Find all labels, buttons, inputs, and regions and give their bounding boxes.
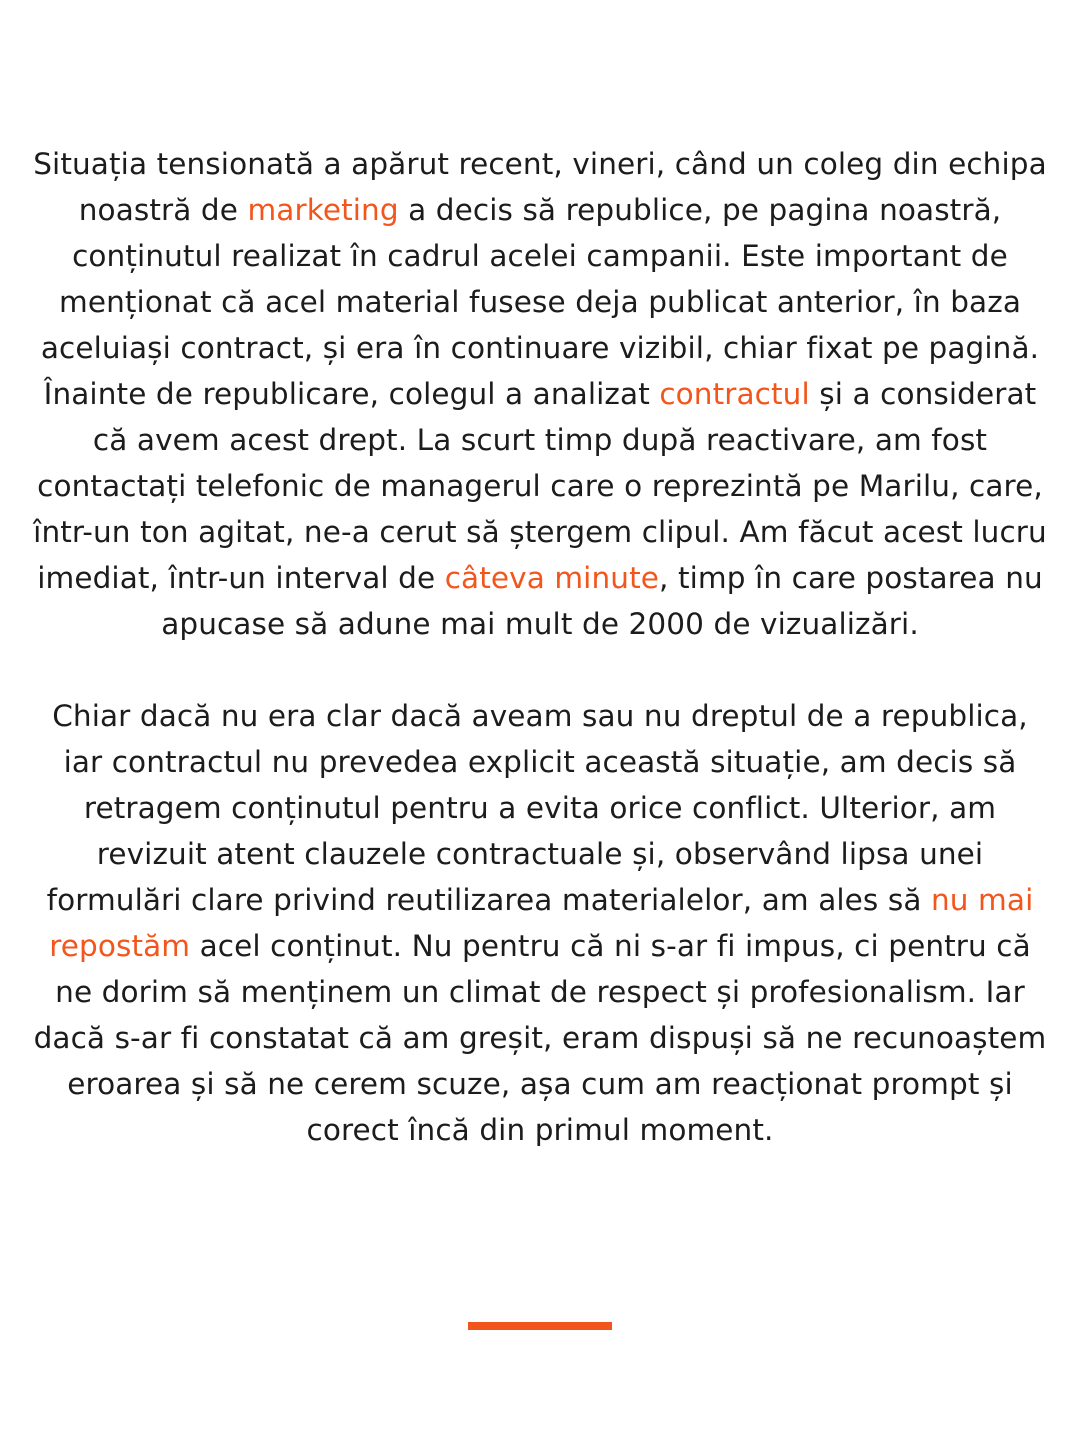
paragraph-resolution: [30, 693, 1050, 1153]
highlight-marketing: marketing: [247, 193, 399, 227]
paragraph-1-text-1: Situația tensionată a apărut recent, vineri, când un coleg din echipa noastră de: [33, 147, 1047, 227]
accent-divider: [468, 1322, 612, 1330]
paragraph-incident: [30, 141, 1050, 647]
highlight-nu-mai-repostam: nu mai repostăm: [49, 883, 1034, 963]
highlight-contractul: contractul: [659, 377, 810, 411]
article-body: [30, 141, 1050, 1153]
paragraph-1-text-2: a decis să republice, pe pagina noastră, conținutul realizat în cadrul acelei campanii. Este important de menționat că acel material fusese deja publicat anterior, în baza aceluiași contract, și era în continuare vizibil, chiar fixat pe pagină. Înainte de republicare, colegul a analizat: [40, 193, 1040, 411]
paragraph-1-text-4: , timp în care postarea nu apucase să adune mai mult de 2000 de vizualizări.: [161, 561, 1043, 641]
paragraph-2-text-2: acel conținut. Nu pentru că ni s-ar fi impus, ci pentru că ne dorim să menținem un climat de respect și profesionalism. Iar dacă s-ar fi constatat că am greșit, eram dispuși să ne recunoaștem eroarea și să ne cerem scuze, așa cum am reacționat prompt și corect încă din primul moment.: [33, 929, 1047, 1147]
highlight-cateva-minute: câteva minute: [444, 561, 659, 595]
paragraph-1-text-3: și a considerat că avem acest drept. La scurt timp după reactivare, am fost contactați telefonic de managerul care o reprezintă pe Marilu, care, într-un ton agitat, ne-a cerut să ștergem clipul. Am făcut acest lucru imediat, într-un interval de: [33, 377, 1047, 595]
paragraph-2-text-1: Chiar dacă nu era clar dacă aveam sau nu dreptul de a republica, iar contractul nu prevedea explicit această situație, am decis să retragem conținutul pentru a evita orice conflict. Ulterior, am revizuit atent clauzele contractuale și, observând lipsa unei formulări clare privind reutilizarea materialelor, am ales să: [46, 699, 1028, 917]
